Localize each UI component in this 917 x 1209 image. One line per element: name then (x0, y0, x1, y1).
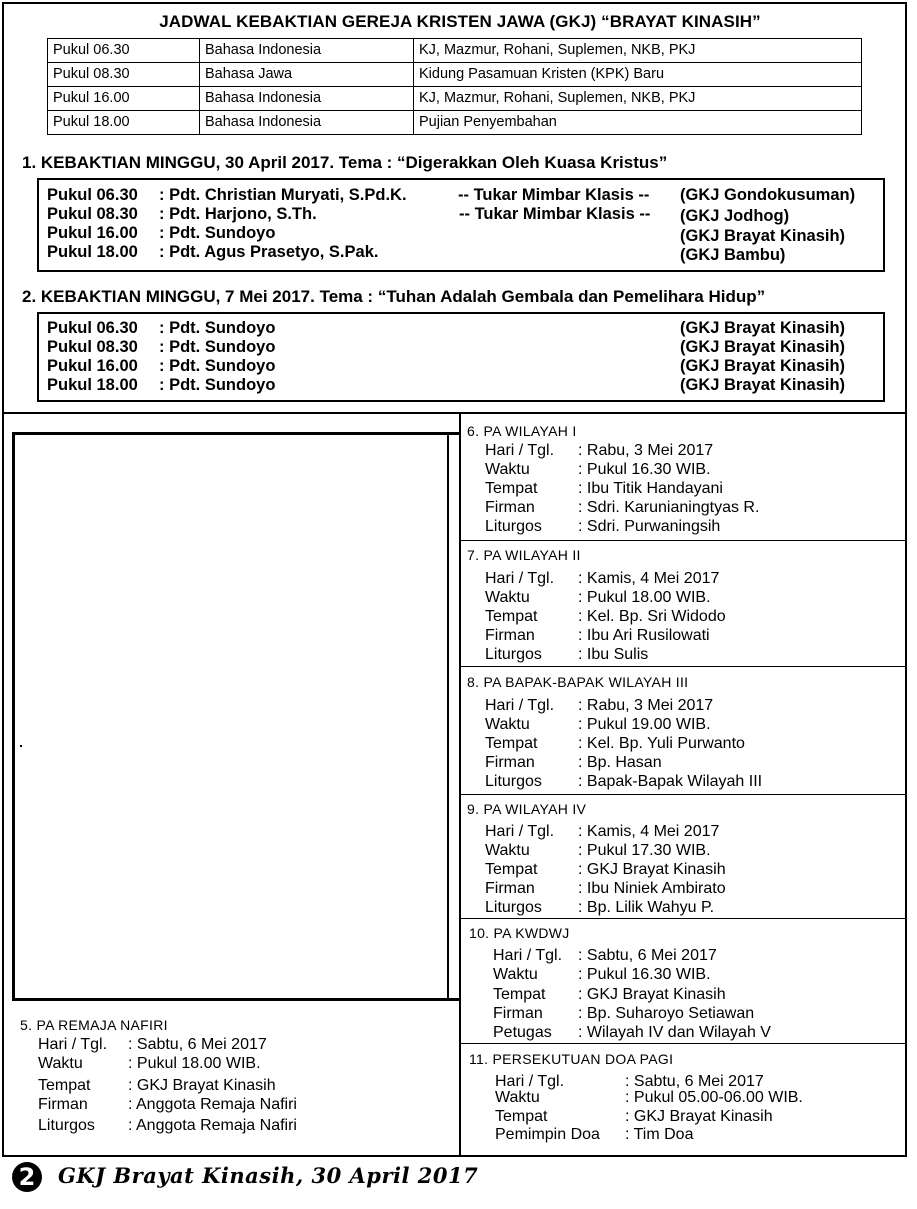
schedule-language: Bahasa Indonesia (200, 111, 414, 135)
detail-label: Hari / Tgl. (485, 570, 555, 587)
detail-label: Firman (485, 499, 535, 516)
schedule-time: Pukul 16.00 (48, 87, 200, 111)
service-time: Pukul 16.00 (47, 357, 138, 375)
preacher-name: : Pdt. Harjono, S.Th. (159, 205, 317, 223)
detail-value: : Sdri. Karunianingtyas R. (578, 499, 760, 516)
preacher-row (47, 223, 846, 245)
detail-label: Waktu (485, 461, 530, 478)
detail-value: : Sabtu, 6 Mei 2017 (128, 1036, 267, 1053)
pa-remaja-nafiri (20, 1015, 297, 1134)
preacher-name: : Pdt. Sundoyo (159, 357, 276, 375)
block-heading: 8. PA BAPAK-BAPAK WILAYAH III (467, 674, 689, 690)
detail-label: Firman (493, 1005, 543, 1022)
detail-row (485, 588, 711, 607)
block-separator (461, 666, 907, 667)
detail-value: : Pukul 16.30 WIB. (578, 461, 711, 478)
table-row (48, 87, 862, 111)
service-time: Pukul 06.30 (47, 186, 138, 204)
column-divider (459, 412, 461, 1157)
sunday1-preacher-box (37, 178, 885, 272)
detail-value: : Anggota Remaja Nafiri (128, 1117, 297, 1134)
detail-row (485, 753, 688, 772)
detail-value: : Pukul 17.30 WIB. (578, 842, 711, 859)
image-box-right (447, 432, 449, 1000)
detail-row (485, 569, 720, 588)
detail-value: : Wilayah IV dan Wilayah V (578, 1024, 771, 1041)
church-name: (GKJ Brayat Kinasih) (680, 376, 846, 394)
detail-value: : Ibu Titik Handayani (578, 480, 723, 497)
detail-row (38, 1076, 276, 1095)
detail-value: : Bp. Lilik Wahyu P. (578, 899, 715, 916)
block-separator (461, 540, 907, 541)
detail-value: : GKJ Brayat Kinasih (578, 986, 726, 1003)
detail-row (485, 607, 726, 626)
detail-value: : GKJ Brayat Kinasih (128, 1077, 276, 1094)
detail-label: Tempat (493, 986, 546, 1003)
detail-row (495, 1125, 694, 1144)
detail-label: Liturgos (485, 773, 542, 790)
block-heading: 11. PERSEKUTUAN DOA PAGI (469, 1051, 674, 1067)
detail-label: Tempat (485, 735, 538, 752)
detail-value: : GKJ Brayat Kinasih (578, 861, 726, 878)
detail-label: Petugas (493, 1024, 552, 1041)
church-name: (GKJ Gondokusuman) (680, 186, 856, 204)
section-divider (2, 412, 907, 414)
detail-row (485, 841, 711, 860)
detail-row (485, 479, 723, 498)
service-time: Pukul 06.30 (47, 319, 138, 337)
detail-value: : Sdri. Purwaningsih (578, 518, 721, 535)
detail-row (485, 645, 649, 664)
detail-label: Liturgos (485, 646, 542, 663)
detail-value: : Bapak-Bapak Wilayah III (578, 773, 763, 790)
exchange-note: -- Tukar Mimbar Klasis -- (459, 205, 651, 223)
detail-row (493, 1004, 755, 1023)
pa-bapak-wilayah-3 (467, 672, 763, 790)
detail-value: : Bp. Hasan (578, 754, 662, 771)
page-title: JADWAL KEBAKTIAN GEREJA KRISTEN JAWA (GKJ) “BRAYAT KINASIH” (159, 12, 761, 31)
detail-value: : GKJ Brayat Kinasih (625, 1108, 773, 1125)
pa-kwdwj (469, 923, 771, 1041)
preacher-row (47, 318, 846, 338)
detail-value: : Kamis, 4 Mei 2017 (578, 570, 720, 587)
detail-row (485, 715, 711, 734)
detail-label: Hari / Tgl. (495, 1073, 565, 1090)
service-time: Pukul 18.00 (47, 243, 138, 261)
detail-row (495, 1088, 803, 1107)
preacher-row (47, 337, 846, 357)
schedule-songbook: KJ, Mazmur, Rohani, Suplemen, NKB, PKJ (414, 87, 862, 111)
detail-value: : Pukul 05.00-06.00 WIB. (625, 1089, 803, 1106)
detail-row (485, 498, 760, 517)
detail-row (38, 1116, 297, 1135)
detail-row (38, 1035, 267, 1054)
detail-row (485, 460, 711, 479)
detail-label: Waktu (485, 589, 530, 606)
church-name: (GKJ Bambu) (680, 246, 786, 264)
pa-wilayah-1 (467, 421, 760, 536)
schedule-language: Bahasa Jawa (200, 63, 414, 87)
detail-value: : Pukul 18.00 WIB. (128, 1055, 261, 1072)
preacher-row (47, 356, 846, 376)
sunday1-title: 1. KEBAKTIAN MINGGU, 30 April 2017. Tema : “Digerakkan Oleh Kuasa Kristus” (22, 153, 668, 172)
detail-label: Liturgos (485, 899, 542, 916)
detail-row (485, 860, 726, 879)
schedule-songbook: KJ, Mazmur, Rohani, Suplemen, NKB, PKJ (414, 39, 862, 63)
service-time: Pukul 18.00 (47, 376, 138, 394)
detail-row (493, 985, 726, 1004)
detail-value: : Anggota Remaja Nafiri (128, 1096, 297, 1113)
pa-wilayah-2 (467, 545, 726, 663)
detail-value: : Pukul 18.00 WIB. (578, 589, 711, 606)
image-box-bottom (12, 998, 459, 1001)
detail-label: Firman (485, 627, 535, 644)
preacher-name: : Pdt. Christian Muryati, S.Pd.K. (159, 186, 407, 204)
detail-value: : Pukul 19.00 WIB. (578, 716, 711, 733)
detail-label: Hari / Tgl. (485, 697, 555, 714)
footer-text: GKJ Brayat Kinasih, 30 April 2017 (58, 1163, 479, 1188)
detail-value: : Sabtu, 6 Mei 2017 (578, 947, 717, 964)
block-heading: 6. PA WILAYAH I (467, 423, 577, 439)
schedule-time: Pukul 06.30 (48, 39, 200, 63)
detail-row (38, 1054, 261, 1073)
detail-value: : Tim Doa (625, 1126, 694, 1143)
block-heading: 7. PA WILAYAH II (467, 547, 581, 563)
block-separator (461, 918, 907, 919)
detail-label: Tempat (485, 861, 538, 878)
preacher-name: : Pdt. Sundoyo (159, 224, 276, 242)
detail-row (485, 734, 745, 753)
detail-label: Firman (38, 1096, 88, 1113)
detail-value: : Bp. Suharoyo Setiawan (578, 1005, 755, 1022)
detail-label: Waktu (485, 842, 530, 859)
table-row (48, 111, 862, 135)
detail-value: : Kel. Bp. Yuli Purwanto (578, 735, 745, 752)
pa-wilayah-4 (467, 799, 726, 916)
schedule-time: Pukul 08.30 (48, 63, 200, 87)
detail-row (38, 1095, 297, 1114)
block-heading: 10. PA KWDWJ (469, 925, 570, 941)
detail-value: : Ibu Ari Rusilowati (578, 627, 710, 644)
church-name: (GKJ Brayat Kinasih) (680, 357, 846, 375)
detail-row (485, 517, 721, 536)
detail-label: Tempat (495, 1108, 548, 1125)
block-separator (461, 1043, 907, 1044)
church-name: (GKJ Brayat Kinasih) (680, 227, 846, 245)
detail-value: : Sabtu, 6 Mei 2017 (625, 1073, 764, 1090)
table-row (48, 39, 862, 63)
detail-label: Hari / Tgl. (485, 442, 555, 459)
detail-label: Waktu (485, 716, 530, 733)
service-time: Pukul 16.00 (47, 224, 138, 242)
preacher-name: : Pdt. Sundoyo (159, 376, 276, 394)
detail-row (485, 898, 715, 917)
image-box-left (12, 432, 15, 1000)
schedule-language: Bahasa Indonesia (200, 87, 414, 111)
detail-value: : Rabu, 3 Mei 2017 (578, 442, 714, 459)
schedule-language: Bahasa Indonesia (200, 39, 414, 63)
preacher-name: : Pdt. Agus Prasetyo, S.Pak. (159, 243, 379, 261)
detail-label: Waktu (493, 966, 538, 983)
detail-label: Hari / Tgl. (485, 823, 555, 840)
block-separator (461, 794, 907, 795)
detail-value: : Ibu Niniek Ambirato (578, 880, 726, 897)
detail-label: Firman (485, 880, 535, 897)
detail-label: Pemimpin Doa (495, 1126, 600, 1143)
detail-row (485, 879, 726, 898)
detail-row (493, 946, 717, 965)
schedule-songbook: Kidung Pasamuan Kristen (KPK) Baru (414, 63, 862, 87)
page-number-badge: 2 (12, 1162, 42, 1192)
detail-label: Tempat (485, 480, 538, 497)
detail-row (495, 1107, 773, 1126)
detail-label: Waktu (38, 1055, 83, 1072)
detail-label: Waktu (495, 1089, 540, 1106)
detail-label: Liturgos (38, 1117, 95, 1134)
church-name: (GKJ Brayat Kinasih) (680, 319, 846, 337)
preacher-name: : Pdt. Sundoyo (159, 319, 276, 337)
church-name: (GKJ Jodhog) (680, 207, 790, 225)
schedule-songbook: Pujian Penyembahan (414, 111, 862, 135)
detail-row (493, 1023, 771, 1042)
detail-value: : Pukul 16.30 WIB. (578, 966, 711, 983)
page-frame (2, 2, 907, 1157)
detail-row (485, 626, 710, 645)
sunday2-title: 2. KEBAKTIAN MINGGU, 7 Mei 2017. Tema : “Tuhan Adalah Gembala dan Pemelihara Hidup” (22, 287, 766, 306)
detail-value: : Rabu, 3 Mei 2017 (578, 697, 714, 714)
preacher-row (47, 185, 856, 205)
detail-label: Firman (485, 754, 535, 771)
service-schedule-table (47, 38, 862, 135)
detail-label: Liturgos (485, 518, 542, 535)
detail-row (493, 965, 711, 984)
service-time: Pukul 08.30 (47, 205, 138, 223)
detail-value: : Kamis, 4 Mei 2017 (578, 823, 720, 840)
detail-value: : Kel. Bp. Sri Widodo (578, 608, 726, 625)
speck (20, 745, 22, 747)
table-row (48, 63, 862, 87)
schedule-time: Pukul 18.00 (48, 111, 200, 135)
detail-row (485, 822, 720, 841)
image-box-top (12, 432, 459, 435)
detail-row (485, 441, 714, 460)
detail-label: Hari / Tgl. (38, 1036, 108, 1053)
church-name: (GKJ Brayat Kinasih) (680, 338, 846, 356)
sunday2-preacher-box (37, 312, 885, 402)
preacher-row (47, 375, 846, 395)
detail-label: Tempat (485, 608, 538, 625)
preacher-row (47, 204, 790, 225)
service-time: Pukul 08.30 (47, 338, 138, 356)
preacher-name: : Pdt. Sundoyo (159, 338, 276, 356)
block-heading: 9. PA WILAYAH IV (467, 801, 587, 817)
detail-label: Tempat (38, 1077, 91, 1094)
block-heading: 5. PA REMAJA NAFIRI (20, 1017, 168, 1033)
preacher-row (47, 242, 786, 264)
detail-row (485, 696, 714, 715)
detail-value: : Ibu Sulis (578, 646, 649, 663)
exchange-note: -- Tukar Mimbar Klasis -- (458, 186, 650, 204)
detail-label: Hari / Tgl. (493, 947, 563, 964)
persekutuan-doa-pagi (469, 1049, 803, 1145)
detail-row (485, 772, 763, 791)
